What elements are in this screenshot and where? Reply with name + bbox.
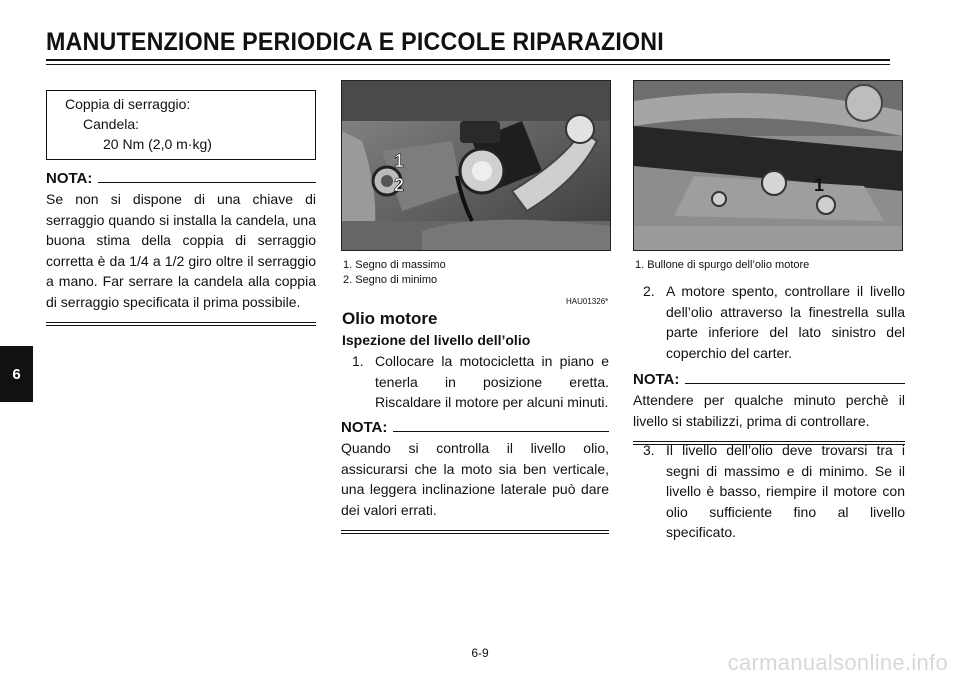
step-text: Il livello dell’olio deve trovarsi tra i segni di massimo e di minimo. Se il livello è basso, riempire il motore con olio sufficiente fino al livello specificato. <box>666 442 905 540</box>
step-number: 3. <box>643 442 655 458</box>
step-2 <box>643 281 905 363</box>
svg-text:1: 1 <box>394 151 405 171</box>
reference-code: HAU01326* <box>566 297 609 306</box>
note-text: Se non si dispone di una chiave di serraggio quando si installa la candela, una buona stima della coppia di serraggio corretta è da 1/4 a 1/2 giro oltre il serraggio a mano. Far serrare la candela alla coppia di serraggio specificata il prima possibile. <box>46 191 316 310</box>
chapter-tab: 6 <box>0 346 33 402</box>
section-title: Olio motore <box>342 309 438 328</box>
note-middle <box>341 419 609 534</box>
torque-value: 20 Nm (2,0 m·kg) <box>103 136 212 152</box>
caption-min-mark: 2. Segno di minimo <box>343 274 438 286</box>
oil-level-window-photo <box>341 80 611 251</box>
torque-spec-box <box>46 90 316 160</box>
note-text: Quando si controlla il livello olio, assicurarsi che la moto sia ben verticale, una leggera inclinazione laterale può dare dei valori errati. <box>341 440 609 518</box>
title-rule <box>46 59 890 61</box>
oil-drain-bolt-photo <box>633 80 903 251</box>
title-rule-thin <box>46 64 890 65</box>
torque-label: Coppia di serraggio: <box>65 96 191 112</box>
step-3 <box>643 440 905 543</box>
note-left <box>46 170 316 326</box>
caption-max-mark: 1. Segno di massimo <box>343 259 446 271</box>
step-text: Collocare la motocicletta in piano e tenerla in posizione eretta. Riscaldare il motore per alcuni minuti. <box>375 353 609 410</box>
note-label: NOTA: <box>46 170 93 187</box>
page-number: 6-9 <box>471 646 489 660</box>
step-1 <box>352 351 609 413</box>
step-text: A motore spento, controllare il livello dell’olio attraverso la finestrella sulla parte inferiore del lato sinistro del coperchio del carter. <box>666 283 905 361</box>
note-text: Attendere per qualche minuto perchè il livello si stabilizzi, prima di controllare. <box>633 392 905 429</box>
note-right <box>633 371 905 445</box>
note-label: NOTA: <box>633 371 680 388</box>
step-number: 2. <box>643 283 655 299</box>
section-subtitle: Ispezione del livello dell’olio <box>342 332 531 348</box>
svg-text:1: 1 <box>814 175 825 195</box>
engine-bottom-drawing <box>634 81 902 250</box>
step-number: 1. <box>352 353 364 369</box>
svg-text:2: 2 <box>394 175 405 195</box>
page-title: MANUTENZIONE PERIODICA E PICCOLE RIPARAZIONI <box>46 28 664 56</box>
engine-photo-drawing <box>342 81 610 250</box>
torque-item: Candela: <box>83 116 140 132</box>
caption-drain-bolt: 1. Bullone di spurgo dell’olio motore <box>635 259 810 271</box>
watermark: carmanualsonline.info <box>727 650 948 675</box>
note-label: NOTA: <box>341 419 388 436</box>
